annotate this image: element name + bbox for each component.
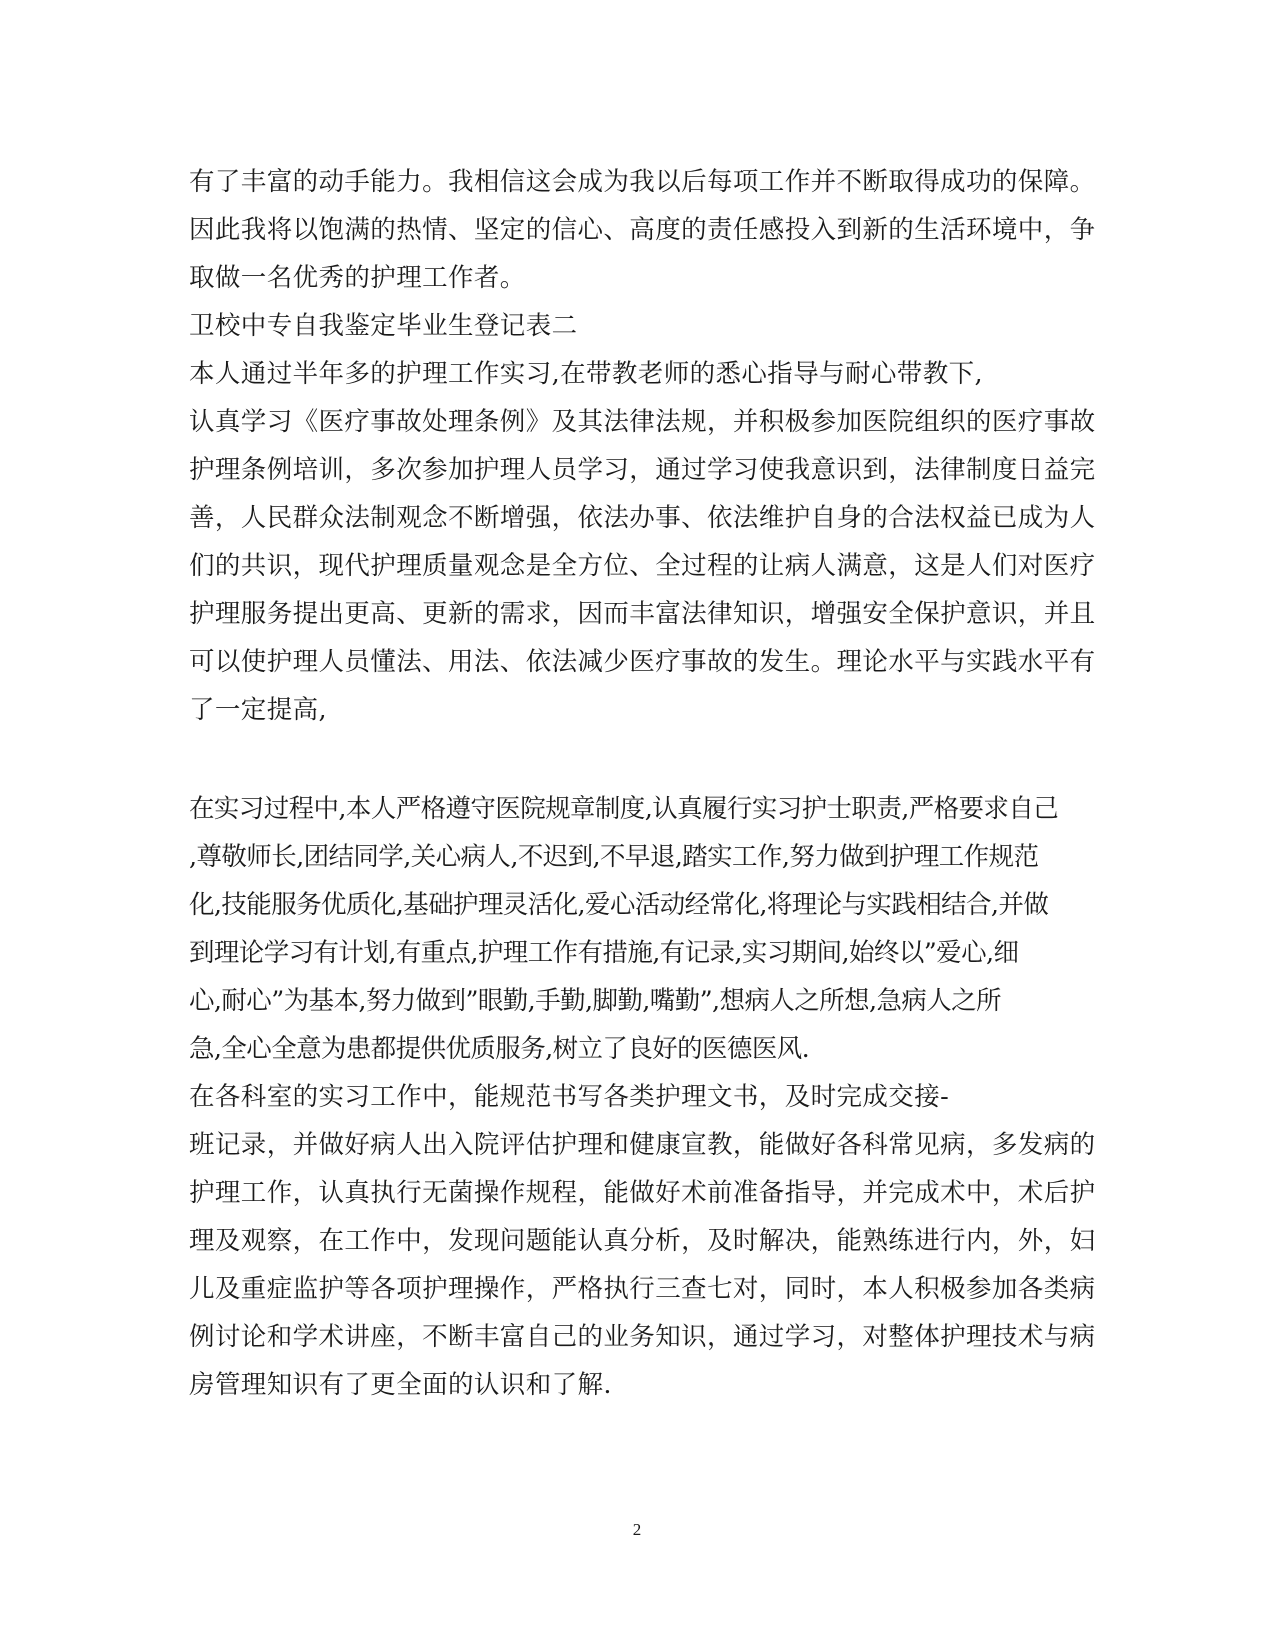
text-line: 房管理知识有了更全面的认识和了解. [189,1370,612,1400]
text-line: 急,全心全意为患都提供优质服务,树立了良好的医德医风. [189,1034,810,1064]
text-block-1 [189,158,1096,734]
text-line: 在各科室的实习工作中，能规范书写各类护理文书，及时完成交接- [189,1082,950,1112]
text-line: 有了丰富的动手能力。我相信这会成为我以后每项工作并不断取得成功的保障。 [189,167,1096,197]
text-line: 例讨论和学术讲座，不断丰富自己的业务知识，通过学习，对整体护理技术与病 [189,1322,1096,1352]
text-line: 班记录，并做好病人出入院评估护理和健康宣教，能做好各科常见病，多发病的 [189,1130,1096,1160]
text-line: 理及观察，在工作中，发现问题能认真分析，及时解决，能熟练进行内，外，妇 [189,1226,1096,1256]
text-line: 化,技能服务优质化,基础护理灵活化,爱心活动经常化,将理论与实践相结合,并做 [189,890,1049,920]
text-line: 可以使护理人员懂法、用法、依法减少医疗事故的发生。理论水平与实践水平有 [189,647,1096,677]
text-line: 到理论学习有计划,有重点,护理工作有措施,有记录,实习期间,始终以”爱心,细 [189,938,1019,968]
text-line: 善，人民群众法制观念不断增强，依法办事、依法维护自身的合法权益已成为人 [189,503,1096,533]
text-line: 护理条例培训，多次参加护理人员学习，通过学习使我意识到，法律制度日益完 [189,455,1096,485]
text-line: 取做一名优秀的护理工作者。 [189,263,526,293]
text-line: 认真学习《医疗事故处理条例》及其法律法规，并积极参加医院组织的医疗事故 [189,407,1096,437]
text-line: 儿及重症监护等各项护理操作，严格执行三查七对，同时，本人积极参加各类病 [189,1274,1096,1304]
text-line: ,尊敬师长,团结同学,关心病人,不迟到,不早退,踏实工作,努力做到护理工作规范 [189,842,1039,872]
text-line: 了一定提高, [189,695,328,725]
text-line: 护理工作，认真执行无菌操作规程，能做好术前准备指导，并完成术中，术后护 [189,1178,1096,1208]
page-number: 2 [632,1520,642,1539]
text-block-2 [189,785,1096,1409]
text-line: 本人通过半年多的护理工作实习,在带教老师的悉心指导与耐心带教下, [189,359,984,389]
text-line: 护理服务提出更高、更新的需求，因而丰富法律知识，增强安全保护意识，并且 [189,599,1096,629]
text-line: 们的共识，现代护理质量观念是全方位、全过程的让病人满意，这是人们对医疗 [189,551,1096,581]
text-line: 在实习过程中,本人严格遵守医院规章制度,认真履行实习护士职责,严格要求自己 [189,794,1059,824]
text-line: 心,耐心”为基本,努力做到”眼勤,手勤,脚勤,嘴勤”,想病人之所想,急病人之所 [189,986,1001,1016]
section-heading: 卫校中专自我鉴定毕业生登记表二 [189,311,578,341]
text-line: 因此我将以饱满的热情、坚定的信心、高度的责任感投入到新的生活环境中，争 [189,215,1096,245]
